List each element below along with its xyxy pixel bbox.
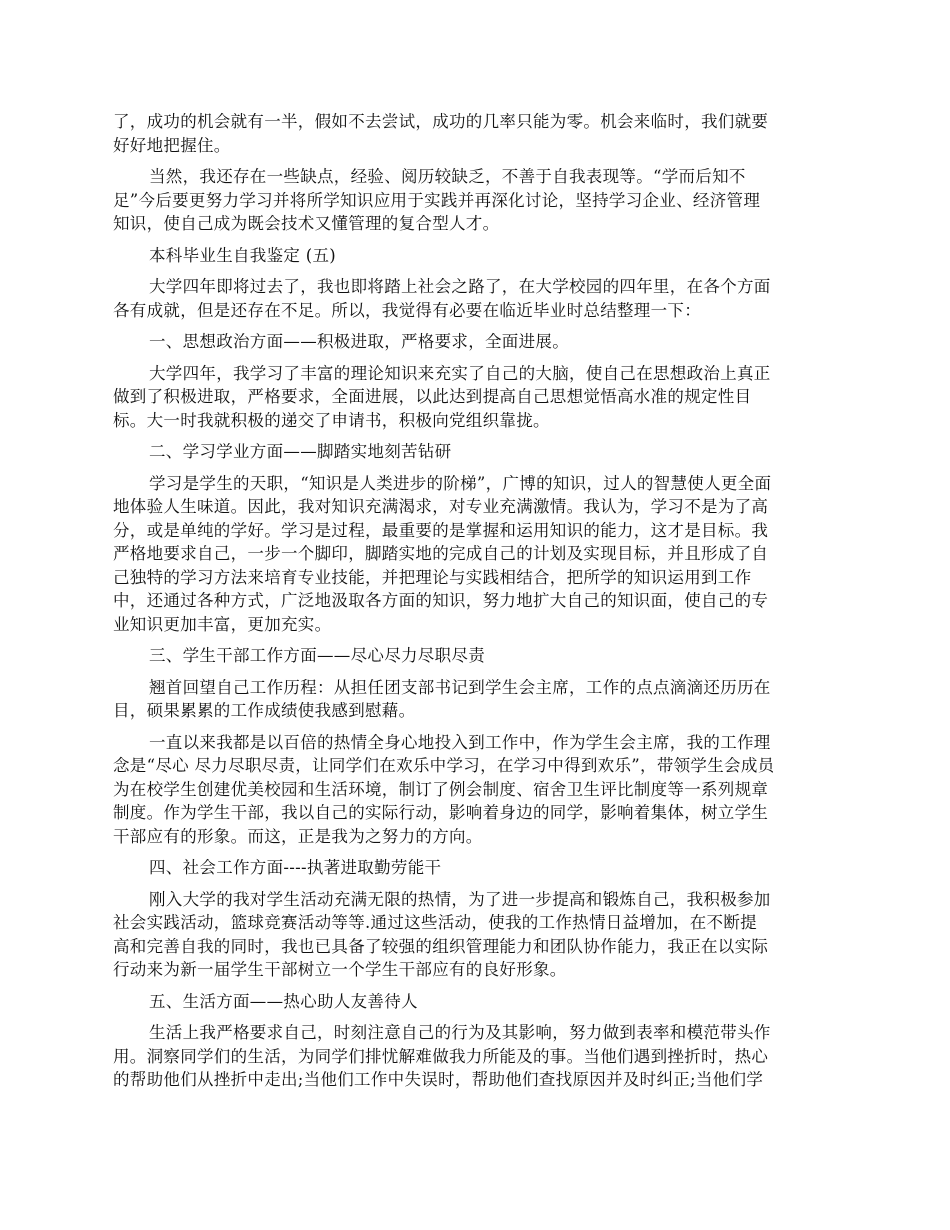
section-heading <box>113 856 840 880</box>
text-line: 标。大一时我就积极的递交了申请书，积极向党组织靠拢。 <box>113 410 550 430</box>
section-heading <box>113 990 840 1014</box>
text-line: 念是“尽心 尽力尽职尽责，让同学们在欢乐中学习，在学习中得到欢乐”，带领学生会成员 <box>113 756 775 775</box>
text-line: 制度。作为学生干部，我以自己的实际行动，影响着身边的同学，影响着集体，树立学生 <box>113 803 769 822</box>
text-line: 一直以来我都是以百倍的热情全身心地投入到工作中，作为学生会主席，我的工作理 <box>149 732 771 752</box>
text-line: 分，或是单纯的学好。学习是过程，最重要的是掌握和运用知识的能力，这才是目标。我 <box>113 520 769 540</box>
section-heading <box>113 440 840 464</box>
text-line: 为在校学生创建优美校园和生活环境，制订了例会制度、宿舍卫生评比制度等一系列规章 <box>113 779 769 799</box>
text-line: 足”今后要更努力学习并将所学知识应用于实践并再深化讨论，坚持学习企业、经济管理 <box>113 190 761 210</box>
paragraph <box>113 731 840 849</box>
text-line: 己独特的学习方法来培育专业技能，并把理论与实践相结合，把所学的知识运用到工作 <box>113 567 752 587</box>
text-line: 三、学生干部工作方面——尽心尽力尽职尽责 <box>149 646 485 665</box>
paragraph <box>113 676 840 723</box>
text-line: 目，硕果累累的工作成绩使我感到慰藉。 <box>113 701 416 720</box>
text-line: 五、生活方面——热心助人友善待人 <box>149 991 418 1011</box>
text-line: 各有成就，但是还存在不足。所以，我觉得有必要在临近毕业时总结整理一下： <box>113 300 701 320</box>
text-line: 刚入大学的我对学生活动充满无限的热情，为了进一步提高和锻炼自己，我积极参加 <box>149 889 771 909</box>
text-line: 大学四年，我学习了丰富的理论知识来充实了自己的大脑，使自己在思想政治上真正 <box>149 363 771 383</box>
text-line: 用。洞察同学们的生活，为同学们排忧解难做我力所能及的事。当他们遇到挫折时，热心 <box>113 1046 769 1066</box>
text-line: 的帮助他们从挫折中走出;当他们工作中失误时，帮助他们查找原因并及时纠正;当他们学 <box>113 1070 764 1089</box>
text-line: 地体验人生味道。因此，我对知识充满渴求，对专业充满激情。我认为，学习不是为了高 <box>113 497 769 516</box>
text-line: 好好地把握住。 <box>113 135 231 155</box>
text-line: 一、思想政治方面——积极进取，严格要求，全面进展。 <box>149 332 569 351</box>
text-line: 社会实践活动，篮球竞赛活动等等.通过这些活动，使我的工作热情日益增加，在不断提 <box>113 913 757 932</box>
document-page <box>113 110 840 1100</box>
text-line: 了，成功的机会就有一半，假如不去尝试，成功的几率只能为零。机会来临时，我们就要 <box>113 112 769 131</box>
section-heading <box>113 244 840 268</box>
text-line: 生活上我严格要求自己，时刻注意自己的行为及其影响，努力做到表率和模范带头作 <box>149 1023 771 1042</box>
text-line: 中，还通过各种方式，广泛地汲取各方面的知识，努力地扩大自己的知识面，使自己的专 <box>113 591 769 610</box>
paragraph <box>113 888 840 982</box>
paragraph <box>113 110 840 157</box>
section-heading <box>113 330 840 354</box>
text-line: 翘首回望自己工作历程：从担任团支部书记到学生会主席，工作的点点滴滴还历历在 <box>149 677 771 697</box>
text-line: 干部应有的形象。而这，正是我为之努力的方向。 <box>113 826 483 846</box>
paragraph <box>113 275 840 322</box>
text-line: 当然，我还存在一些缺点，经验、阅历较缺乏，不善于自我表现等。“学而后知不 <box>149 167 746 186</box>
text-line: 行动来为新一届学生干部树立一个学生干部应有的良好形象。 <box>113 960 567 979</box>
text-line: 做到了积极进取，严格要求，全面进展，以此达到提高自己思想觉悟高水准的规定性目 <box>113 387 752 406</box>
text-line: 大学四年即将过去了，我也即将踏上社会之路了，在大学校园的四年里，在各个方面 <box>149 277 771 296</box>
text-line: 二、学习学业方面——脚踏实地刻苦钻研 <box>149 442 452 461</box>
text-line: 严格地要求自己，一步一个脚印，脚踏实地的完成自己的计划及实现目标，并且形成了自 <box>113 544 769 563</box>
text-line: 业知识更加丰富，更加充实。 <box>113 614 332 634</box>
text-line: 本科毕业生自我鉴定 (五) <box>149 245 337 265</box>
text-line: 高和完善自我的同时，我也已具备了较强的组织管理能力和团队协作能力，我正在以实际 <box>113 936 769 956</box>
paragraph <box>113 362 840 433</box>
paragraph <box>113 1021 840 1092</box>
paragraph <box>113 472 840 637</box>
text-line: 知识，使自己成为既会技术又懂管理的复合型人才。 <box>113 214 500 233</box>
text-line: 四、社会工作方面----执著进取勤劳能干 <box>149 858 442 877</box>
paragraph <box>113 165 840 236</box>
text-line: 学习是学生的天职，“知识是人类进步的阶梯”，广博的知识，过人的智慧使人更全面 <box>149 473 772 493</box>
section-heading <box>113 644 840 668</box>
